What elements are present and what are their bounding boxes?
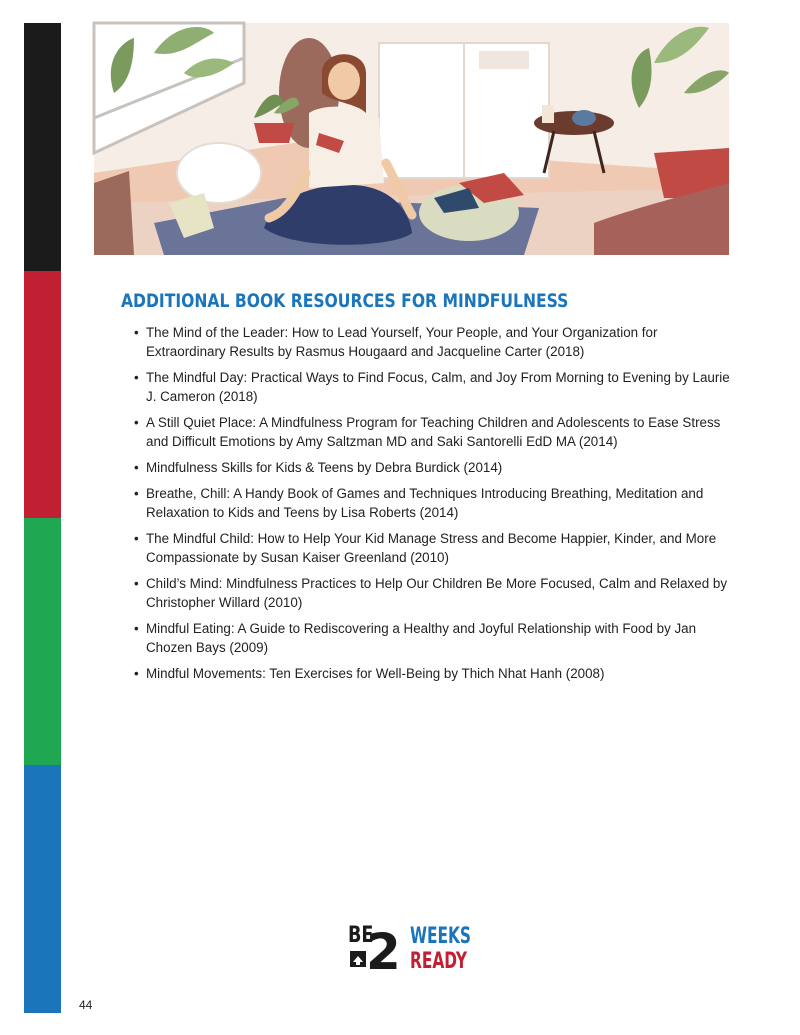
list-item	[134, 619, 734, 657]
logo-be: BE	[348, 922, 374, 948]
book-entry: Mindful Movements: Ten Exercises for Well-Being by Thich Nhat Hanh (2008)	[146, 666, 605, 681]
list-item	[134, 368, 734, 406]
bullet: •	[134, 460, 139, 475]
logo-weeks: WEEKS	[410, 923, 471, 949]
be-2-weeks-ready-logo	[348, 918, 471, 981]
meditation-illustration	[94, 23, 729, 255]
list-item	[134, 323, 734, 361]
color-bar-red	[24, 271, 61, 518]
bullet: •	[134, 576, 139, 591]
book-entry: Child’s Mind: Mindfulness Practices to Help Our Children Be More Focused, Calm and Relaxed by Christopher Willard (2010)	[146, 576, 728, 610]
list-item	[134, 664, 734, 683]
bullet: •	[134, 325, 139, 340]
book-list	[134, 323, 734, 690]
bullet: •	[134, 621, 139, 636]
section-heading: ADDITIONAL BOOK RESOURCES FOR MINDFULNESS	[121, 290, 569, 312]
house-icon	[350, 951, 366, 967]
book-entry: Mindful Eating: A Guide to Rediscovering a Healthy and Joyful Relationship with Food by Jan Chozen Bays (2009)	[146, 621, 697, 655]
book-entry: The Mind of the Leader: How to Lead Yourself, Your People, and Your Organization for Extraordinary Results by Rasmus Hougaard and Jacqueline Carter (2018)	[146, 325, 658, 359]
color-bar-green	[24, 518, 61, 765]
list-item	[134, 458, 734, 477]
list-item	[134, 529, 734, 567]
book-entry: A Still Quiet Place: A Mindfulness Program for Teaching Children and Adolescents to Ease Stress and Difficult Emotions by Amy Saltzman MD and Saki Santorelli EdD MA (2014)	[146, 415, 721, 449]
list-item	[134, 484, 734, 522]
book-entry: Breathe, Chill: A Handy Book of Games and Techniques Introducing Breathing, Meditation and Relaxation to Kids and Teens by Lisa Roberts (2014)	[146, 486, 704, 520]
logo-two: 2	[366, 923, 401, 981]
logo-ready: READY	[410, 948, 468, 974]
book-entry: The Mindful Child: How to Help Your Kid Manage Stress and Become Happier, Kinder, and More Compassionate by Susan Kaiser Greenland (2010)	[146, 531, 717, 565]
bullet: •	[134, 370, 139, 385]
list-item	[134, 413, 734, 451]
bullet: •	[134, 415, 139, 430]
list-item	[134, 574, 734, 612]
bullet: •	[134, 666, 139, 681]
color-bar-blue	[24, 765, 61, 1013]
page-number: 44	[79, 998, 93, 1012]
bullet: •	[134, 486, 139, 501]
color-bar-black	[24, 23, 61, 271]
book-entry: The Mindful Day: Practical Ways to Find Focus, Calm, and Joy From Morning to Evening by Laurie J. Cameron (2018)	[146, 370, 730, 404]
bullet: •	[134, 531, 139, 546]
color-bar	[24, 23, 61, 1013]
hero-illustration	[94, 23, 729, 255]
book-entry: Mindfulness Skills for Kids & Teens by Debra Burdick (2014)	[146, 460, 503, 475]
